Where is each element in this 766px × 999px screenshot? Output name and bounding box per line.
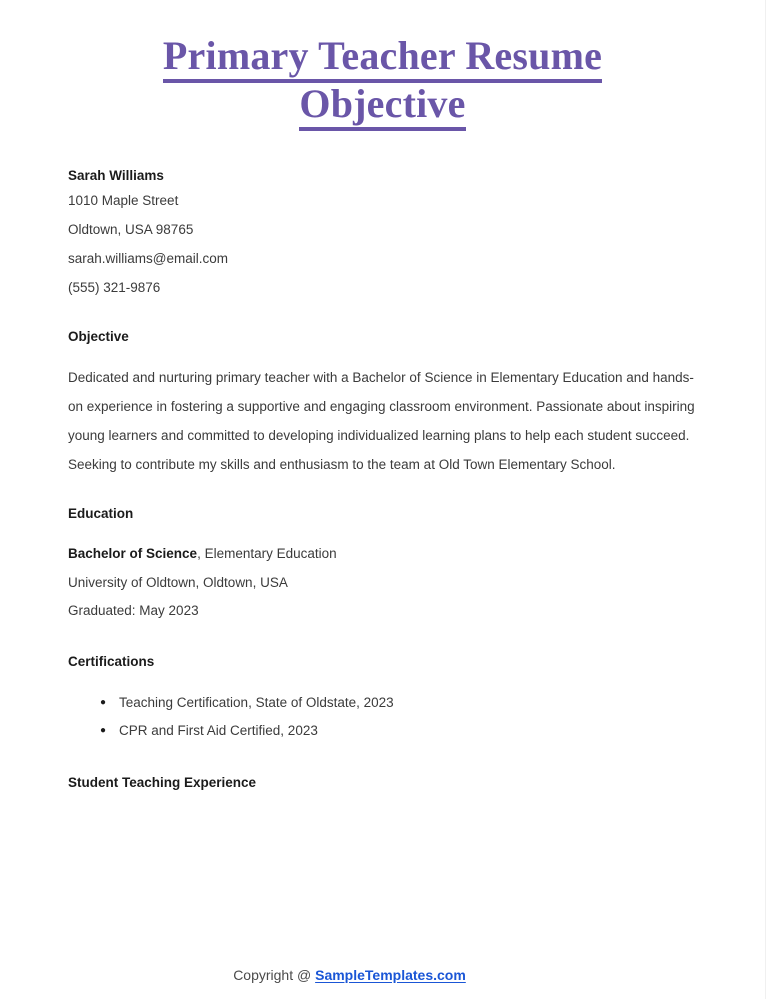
objective-heading-block [68,302,697,347]
education-graduated: Graduated: May 2023 [68,603,199,618]
contact-phone: (555) 321-9876 [68,280,161,295]
copyright-text: Copyright @ [233,967,316,983]
contact-email: sarah.williams@email.com [68,251,228,266]
education-degree-major: , Elementary Education [197,546,337,561]
education-body-block [68,524,697,626]
certifications-heading: Certifications [68,653,155,669]
education-heading-block [68,479,697,524]
certifications-heading-block [68,626,697,672]
certifications-list-block [68,672,697,745]
experience-heading: Student Teaching Experience [68,774,257,790]
list-item: ● Teaching Certification, State of Oldstate, 2023 [119,689,697,717]
contact-block [68,128,697,302]
certifications-list [68,689,697,745]
objective-heading: Objective [68,329,129,344]
objective-body: Dedicated and nurturing primary teacher with a Bachelor of Science in Elementary Education and hands-on experience in fostering a supportive and engaging classroom environment. Passionate about inspiring young learners and committed to developing individualized learning plans to help each student succeed. Seeking to contribute my skills and enthusiasm to the team at Old Town Elementary School. [68,370,695,472]
education-school: University of Oldtown, Oldtown, USA [68,574,288,590]
candidate-name: Sarah Williams [68,168,164,183]
education-degree-name: Bachelor of Science [68,546,198,561]
contact-street: 1010 Maple Street [68,193,179,208]
education-degree-line [68,540,697,569]
list-item: ● CPR and First Aid Certified, 2023 [119,717,697,745]
page-title-line-2: Objective [299,81,465,131]
page-title [0,0,765,128]
sampletemplates-link[interactable]: SampleTemplates.com [315,967,466,983]
page-title-line-1: Primary Teacher Resume [163,33,602,83]
resume-content [0,128,765,793]
footer [0,965,765,985]
objective-body-block [68,347,697,479]
education-heading: Education [68,506,134,521]
experience-heading-block [68,745,697,793]
contact-city-state-zip: Oldtown, USA 98765 [68,222,194,237]
